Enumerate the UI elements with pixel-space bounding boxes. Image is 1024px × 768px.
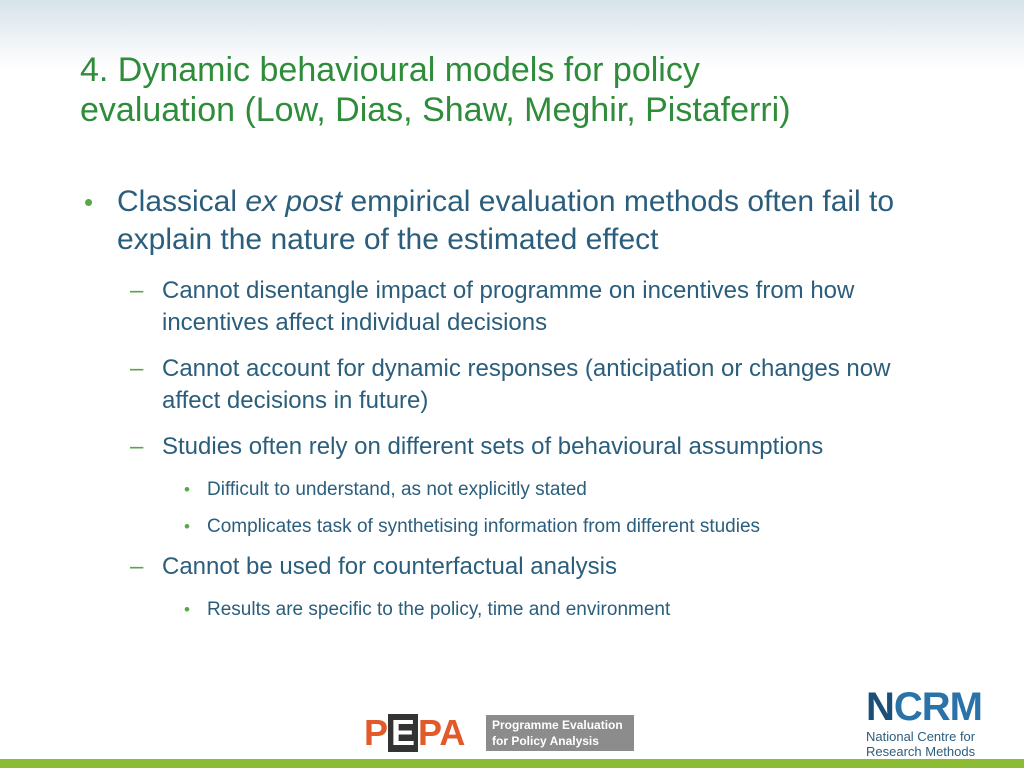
pepa-wordmark	[364, 713, 465, 753]
ncrm-subtitle	[866, 729, 996, 759]
sub-point-text: Studies often rely on different sets of behavioural assumptions	[162, 433, 824, 460]
footer-bar	[0, 759, 1024, 768]
pepa-letter-e: E	[388, 714, 418, 752]
sub-point-text: Cannot disentangle impact of programme on incentives from how incentives affect individual decisions	[162, 277, 855, 336]
pepa-tagline	[486, 715, 634, 751]
pepa-letter-p: P	[364, 712, 389, 753]
slide-title-line-2: evaluation (Low, Dias, Shaw, Meghir, Pistaferri)	[80, 91, 791, 129]
bullet-text-italic: ex post	[245, 185, 343, 218]
sub-point-text: Cannot be used for counterfactual analysis	[162, 553, 617, 580]
ncrm-subtitle-line-1: National Centre for	[866, 729, 976, 744]
slide-title	[80, 50, 980, 130]
pepa-letters-pa: PA	[418, 712, 466, 753]
ncrm-subtitle-line-2: Research Methods	[866, 744, 976, 759]
sub-sub-point-text: Difficult to understand, as not explicitly stated	[207, 479, 587, 500]
bullet-icon: •	[184, 480, 190, 499]
bullet-icon: •	[184, 517, 190, 536]
ncrm-wordmark	[866, 687, 996, 727]
sub-sub-point	[0, 477, 1024, 503]
dash-icon: –	[130, 553, 144, 580]
ncrm-letters: CRM	[893, 685, 982, 729]
slide-content	[0, 183, 1024, 634]
bullet-text-end: empirical evaluation methods often fail to explain the nature of the estimated effect	[117, 185, 895, 256]
sub-point	[0, 551, 1024, 583]
bullet-point	[0, 183, 1024, 259]
bullet-text-start: Classical	[117, 185, 246, 218]
sub-point	[0, 431, 1024, 463]
sub-point	[0, 275, 1024, 339]
slide-title-line-1: 4. Dynamic behavioural models for policy	[80, 51, 700, 89]
bullet-icon: •	[184, 600, 190, 619]
sub-point	[0, 353, 1024, 417]
sub-sub-point	[0, 514, 1024, 540]
sub-sub-point-text: Results are specific to the policy, time and environment	[207, 599, 671, 620]
pepa-tagline-line-1: Programme Evaluation	[492, 718, 623, 732]
dash-icon: –	[130, 355, 144, 382]
sub-sub-point-text: Complicates task of synthetising information from different studies	[207, 516, 761, 537]
sub-sub-point	[0, 597, 1024, 623]
bullet-icon: •	[84, 187, 94, 217]
ncrm-logo	[866, 687, 996, 759]
sub-point-text: Cannot account for dynamic responses (anticipation or changes now affect decisions in future)	[162, 355, 891, 414]
ncrm-letter-n: N	[866, 685, 894, 729]
pepa-tagline-line-2: for Policy Analysis	[492, 734, 599, 748]
dash-icon: –	[130, 433, 144, 460]
dash-icon: –	[130, 277, 144, 304]
